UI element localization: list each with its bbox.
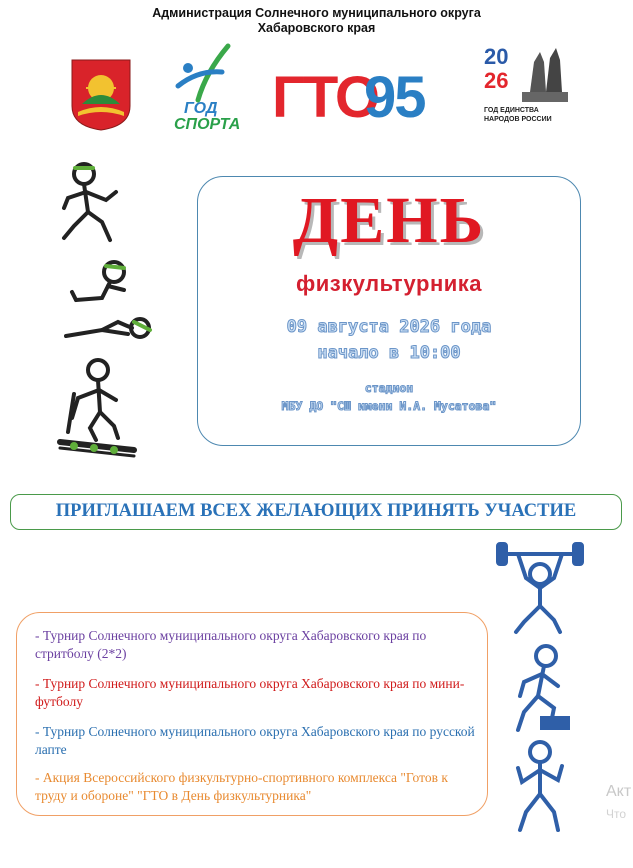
program-item-gto: - Акция Всероссийского физкультурно-спортивного комплекса "Готов к труду и обороне" "ГТО в День физкультурника" — [35, 770, 448, 803]
weightlifter-figure-icon — [494, 540, 586, 636]
year-of-sport-line-1: ГОД — [184, 100, 218, 117]
year-of-sport-logo — [158, 42, 250, 136]
step-up-figure-icon — [508, 642, 574, 738]
event-subtitle: физкультурника — [296, 271, 482, 296]
running-figure-icon — [56, 160, 128, 250]
program-item-mini-football: - Турнир Солнечного муниципального округа Хабаровского края по мини-футболу — [35, 676, 465, 709]
program-card — [16, 612, 488, 816]
treadmill-figure-icon — [54, 356, 140, 460]
header-line-2: Хабаровского края — [257, 21, 376, 35]
event-card — [197, 176, 581, 446]
event-time: начало в 10:00 — [317, 343, 461, 363]
fitness-figure-icon — [512, 738, 572, 834]
header-line-1: Администрация Солнечного муниципального округа — [152, 6, 481, 20]
year-top: 20 — [484, 44, 509, 69]
gto-95-logo — [272, 66, 450, 130]
event-title: ДЕНЬ — [292, 184, 486, 257]
year-caption-2: НАРОДОВ РОССИИ — [484, 116, 552, 123]
sport-figure-icon — [158, 42, 250, 106]
program-item-lapta: - Турнир Солнечного муниципального округа Хабаровского края по русской лапте — [35, 724, 475, 757]
venue-line-2: МБУ ДО "СШ имени И.А. Мусатова" — [281, 399, 497, 413]
invite-banner: ПРИГЛАШАЕМ ВСЕХ ЖЕЛАЮЩИХ ПРИНЯТЬ УЧАСТИЕ — [10, 494, 622, 530]
activation-watermark-line-1: Акт — [606, 783, 632, 800]
venue-line-1: стадион — [364, 381, 414, 395]
year-of-sport-line-2: СПОРТА — [174, 116, 241, 133]
header — [0, 6, 633, 36]
monument-icon — [516, 42, 572, 104]
activation-watermark-line-2: Что — [606, 807, 627, 821]
year-bottom: 26 — [484, 68, 509, 93]
exercise-figures-icon — [62, 258, 162, 348]
program-item-streetball: - Турнир Солнечного муниципального округа Хабаровского края по стритболу (2*2) — [35, 628, 427, 661]
gto-number: 95 — [364, 65, 425, 130]
gto-text: ГТО — [272, 65, 378, 130]
event-date: 09 августа 2026 года — [286, 317, 492, 337]
year-2026-logo — [482, 42, 572, 134]
year-caption-1: ГОД ЕДИНСТВА — [484, 107, 539, 114]
coat-of-arms-logo — [70, 58, 132, 132]
